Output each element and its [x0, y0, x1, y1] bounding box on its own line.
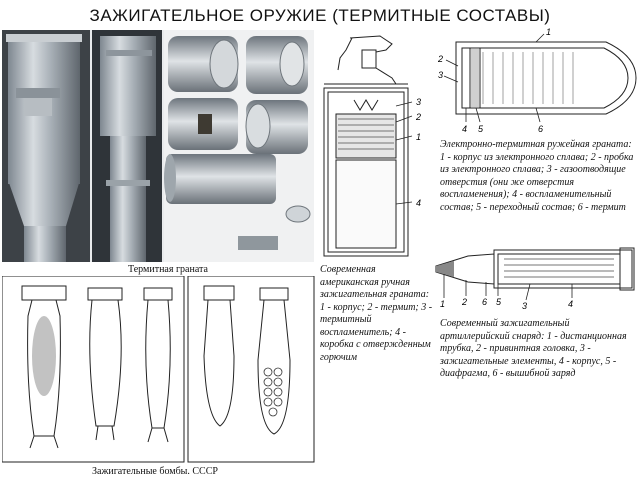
shell-caption: Современный зажигательный артиллерийский снаряд: 1 - дистанционная трубка, 2 - привинтная головка, 3 - зажигательные элементы, 4 - корпус, 5 - диафрагма, 6 - вышибной заряд [440, 318, 627, 379]
hand-grenade-label-1: 1 [416, 132, 422, 142]
rifle-grenade-caption: Электронно-термитная ружейная граната: 1 - корпус из электронного сплава; 2 - пробка из электронного сплава; 3 - газоотводящие отверстия (они же отверстия воспламенения); 4 - воспламенительный состав; 5 - переходный состав; 6 - термит [440, 139, 634, 213]
hand-grenade-drawing [316, 30, 434, 262]
artillery-shell-drawing [434, 234, 638, 314]
bombs-caption: Зажигательные бомбы. СССР [92, 466, 218, 477]
page-title: ЗАЖИГАТЕЛЬНОЕ ОРУЖИЕ (ТЕРМИТНЫЕ СОСТАВЫ) [89, 6, 551, 25]
shell-label-2: 2 [462, 297, 468, 307]
rifle-grenade-label-3: 3 [438, 70, 444, 80]
photo-caption: Термитная граната [128, 264, 208, 275]
rifle-grenade-label-2: 2 [438, 54, 444, 64]
rifle-grenade-label-1: 1 [546, 27, 552, 37]
rifle-grenade-drawing [436, 26, 638, 138]
rifle-grenade-label-4: 4 [462, 124, 468, 134]
shell-label-4: 4 [568, 299, 574, 309]
hand-grenade-caption: Современная американская ручная зажигательная граната: 1 - корпус; 2 - термит; 3 - термитный воспламенитель; 4 - коробка с отвержденным горючим [320, 264, 433, 363]
shell-label-3: 3 [522, 301, 528, 311]
rifle-grenade-label-5: 5 [478, 124, 484, 134]
incendiary-bombs-drawing [2, 276, 316, 464]
shell-label-5: 5 [496, 297, 502, 307]
hand-grenade-label-2: 2 [416, 112, 422, 122]
rifle-grenade-label-6: 6 [538, 124, 544, 134]
shell-label-6: 6 [482, 297, 488, 307]
thermite-grenade-photo [2, 30, 314, 262]
shell-label-1: 1 [440, 299, 446, 309]
hand-grenade-label-4: 4 [416, 198, 422, 208]
hand-grenade-label-3: 3 [416, 97, 422, 107]
